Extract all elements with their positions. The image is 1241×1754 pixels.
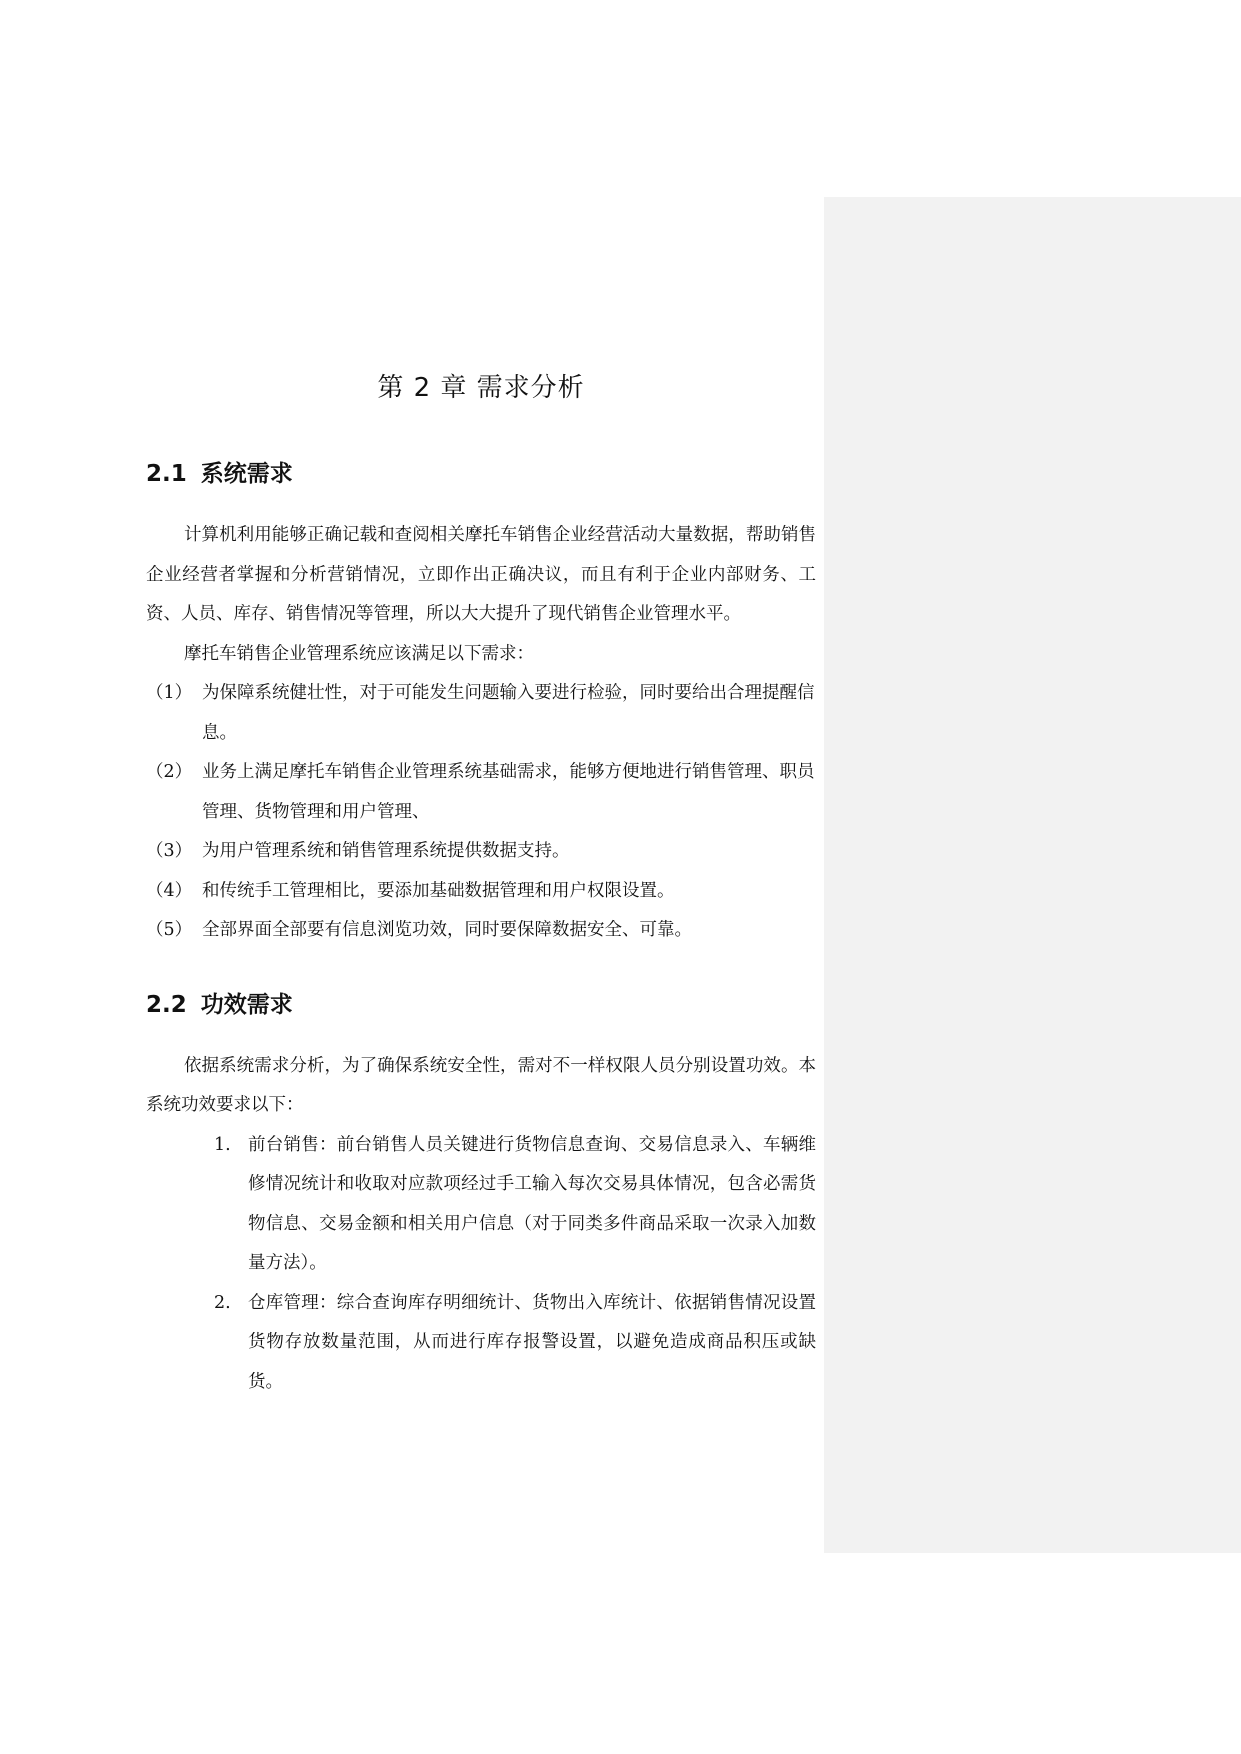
list-marker: （5）	[146, 920, 193, 940]
list-item	[146, 872, 816, 912]
list-item-text: 和传统手工管理相比，要添加基础数据管理和用户权限设置。	[202, 880, 675, 901]
list-marker: （3）	[146, 841, 193, 861]
section-number: 2.1	[146, 461, 187, 487]
list-item-text: 前台销售：前台销售人员关键进行货物信息查询、交易信息录入、车辆维修情况统计和收取对应款项经过手工输入每次交易具体情况，包含必需货物信息、交易金额和相关用户信息（对于同类多件商品采取一次录入加数量方法）。	[248, 1134, 816, 1273]
list-marker: （2）	[146, 762, 193, 782]
list-item-text: 为用户管理系统和销售管理系统提供数据支持。	[202, 841, 570, 861]
list-marker: （4）	[146, 880, 193, 901]
list-item	[146, 1126, 816, 1284]
list-marker: （1）	[146, 683, 193, 703]
paragraph: 依据系统需求分析，为了确保系统安全性，需对不一样权限人员分别设置功效。本系统功效要求以下：	[146, 1055, 816, 1115]
list-item	[146, 832, 816, 872]
section-heading	[146, 985, 816, 1025]
list-item	[146, 1284, 816, 1403]
comment-pane	[824, 197, 1241, 1553]
list-item	[146, 674, 816, 753]
list-marker: 2.	[214, 1292, 231, 1313]
section-title-text: 功效需求	[200, 991, 293, 1018]
chapter-title: 第 2 章 需求分析	[377, 373, 585, 403]
requirement-list	[146, 674, 816, 951]
list-marker: 1.	[214, 1134, 231, 1155]
list-item-text: 全部界面全部要有信息浏览功效，同时要保障数据安全、可靠。	[202, 920, 692, 940]
paragraph: 计算机利用能够正确记载和查阅相关摩托车销售企业经营活动大量数据，帮助销售企业经营者掌握和分析营销情况，立即作出正确决议，而且有利于企业内部财务、工资、人员、库存、销售情况等管理，所以大大提升了现代销售企业管理水平。	[146, 525, 816, 624]
list-item	[146, 753, 816, 832]
list-item-text: 业务上满足摩托车销售企业管理系统基础需求，能够方便地进行销售管理、职员管理、货物管理和用户管理、	[202, 762, 815, 822]
paragraph: 摩托车销售企业管理系统应该满足以下需求：	[184, 643, 534, 664]
section-heading	[146, 454, 816, 494]
section-title-text: 系统需求	[200, 461, 293, 487]
section-number: 2.2	[146, 991, 187, 1018]
list-item	[146, 911, 816, 951]
list-item-text: 仓库管理：综合查询库存明细统计、货物出入库统计、依据销售情况设置货物存放数量范围，从而进行库存报警设置，以避免造成商品积压或缺货。	[248, 1292, 816, 1392]
list-item-text: 为保障系统健壮性，对于可能发生问题输入要进行检验，同时要给出合理提醒信息。	[202, 683, 815, 743]
function-list	[146, 1126, 816, 1403]
document-body	[146, 370, 816, 1402]
